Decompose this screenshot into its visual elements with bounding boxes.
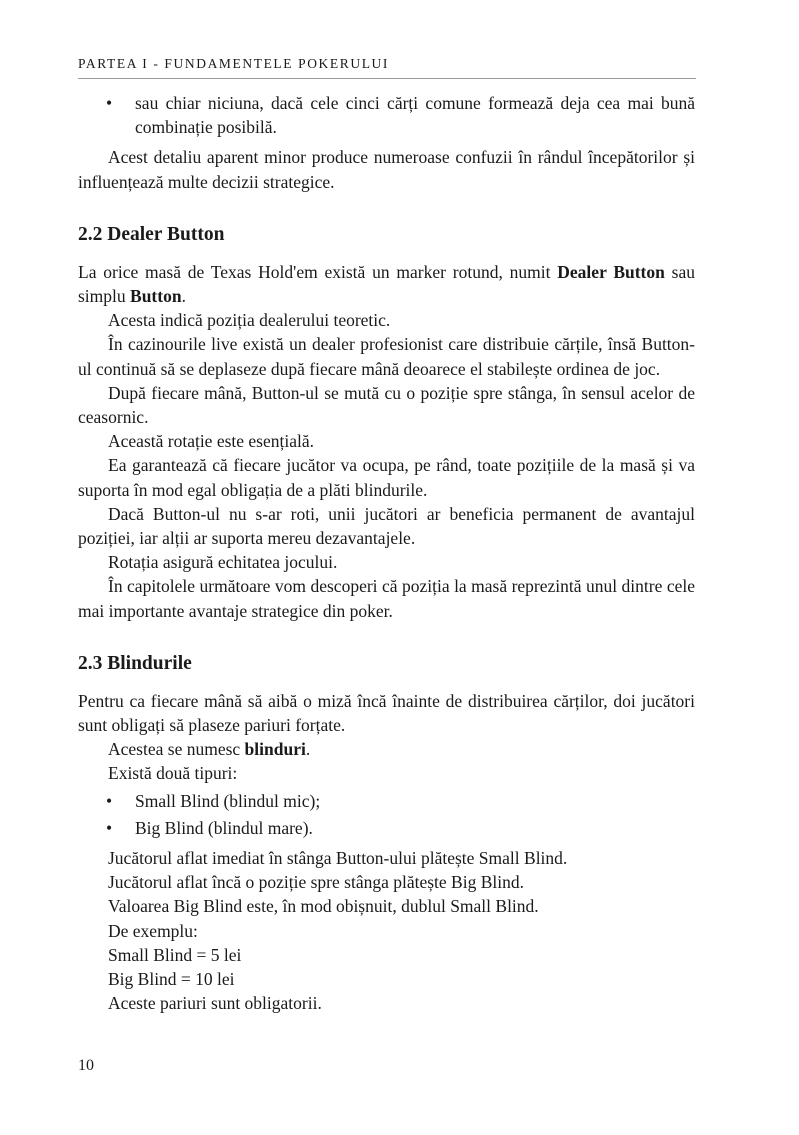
text-run: La orice masă de Texas Hold'em există un marker rotund, numit [78,261,558,282]
paragraph: Acesta indică poziția dealerului teoretic. [108,310,391,331]
bullet-icon: • [106,817,113,838]
text-run: . [181,286,186,307]
text-line: Jucătorul aflat imediat în stânga Button-ului plătește Small Blind. [108,848,568,869]
list-item-text: Small Blind (blindul mic); [135,790,321,811]
paragraph: Această rotație este esențială. [108,431,315,452]
list-item [78,816,695,840]
paragraph: Dacă Button-ul nu s-ar roti, unii jucători ar beneficia permanent de avantajul poziției, iar alții ar suporta mereu dezavantajele. [78,503,695,549]
intro-list [78,91,695,139]
section-heading-2-3: 2.3 Blindurile [78,652,192,674]
page-content [78,91,695,1016]
bullet-icon: • [106,93,113,113]
text-line: De exemplu: [108,920,198,941]
text-line: Valoarea Big Blind este, în mod obișnuit, dublul Small Blind. [108,896,539,917]
paragraph [78,737,695,761]
paragraph: După fiecare mână, Button-ul se mută cu o poziție spre stânga, în sensul acelor de ceasornic. [78,382,695,428]
paragraph: În capitolele următoare vom descoperi că poziția la masă reprezintă unul dintre cele mai importante avantaje strategice din poker. [78,576,695,621]
paragraph: Ea garantează că fiecare jucător va ocupa, pe rând, toate pozițiile de la masă și va suporta în mod egal obligația de a plăti blindurile. [78,455,695,500]
section-heading-2-2: 2.2 Dealer Button [78,223,225,245]
blind-types-list [78,789,695,840]
running-header: PARTEA I - FUNDAMENTELE POKERULUI [78,56,696,79]
paragraph: În cazinourile live există un dealer profesionist care distribuie cărțile, însă Button-ul continuă să se deplaseze după fiecare mână deoarece el stabilește ordinea de joc. [78,334,695,379]
text-run: . [305,739,311,760]
text-run: sau simplu [78,261,696,307]
paragraph: Pentru ca fiecare mână să aibă o miză încă înainte de distribuirea cărților, doi jucători sunt obligați să plaseze pariuri forțate. [78,690,695,736]
bold-term: Dealer Button [557,261,665,282]
bold-term: Button [130,286,182,307]
list-item [78,789,695,813]
page-number: 10 [78,1057,94,1074]
paragraph: Rotația asigură echitatea jocului. [108,552,338,573]
text-run: Acestea se numesc [108,739,245,760]
text-line: Small Blind = 5 lei [108,944,242,965]
list-item-text: Big Blind (blindul mare). [135,817,313,838]
list-item [78,91,695,139]
list-item-text: sau chiar niciuna, dacă cele cinci cărți comune formează deja cea mai bună combinație posibilă. [135,93,695,138]
paragraph: Există două tipuri: [108,763,238,784]
paragraph [78,260,695,308]
bold-term: blinduri [244,739,306,760]
text-line: Jucătorul aflat încă o poziție spre stânga plătește Big Blind. [108,872,524,893]
paragraph: Acest detaliu aparent minor produce numeroase confuzii în rândul începătorilor și influențează multe decizii strategice. [78,147,695,192]
text-line: Aceste pariuri sunt obligatorii. [108,993,322,1014]
bullet-icon: • [106,790,113,811]
text-line: Big Blind = 10 lei [108,969,235,990]
